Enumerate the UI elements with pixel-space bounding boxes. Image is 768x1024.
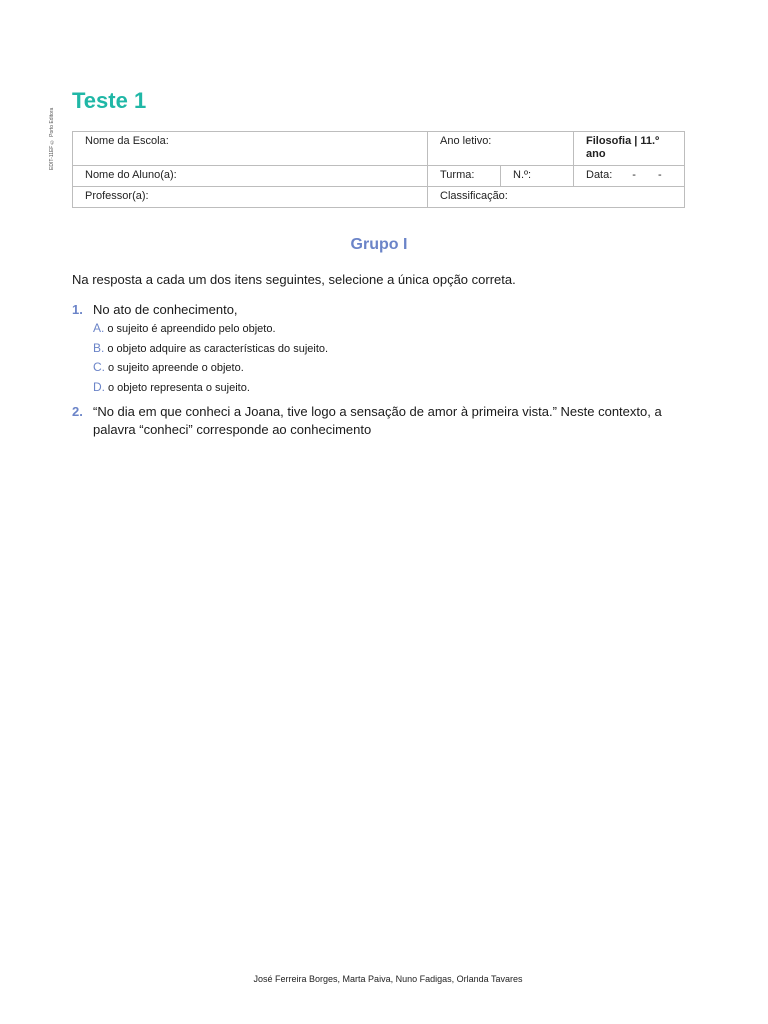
grade-cell[interactable]: Classificação: (428, 187, 685, 208)
question-1 (72, 301, 682, 397)
class-cell[interactable]: Turma: (428, 166, 501, 187)
question-text: No ato de conhecimento, (93, 302, 238, 317)
school-name-cell[interactable]: Nome da Escola: (73, 132, 428, 166)
date-separator: - (632, 169, 636, 181)
teacher-cell[interactable]: Professor(a): (73, 187, 428, 208)
option-letter: B. (93, 340, 105, 355)
student-name-cell[interactable]: Nome do Aluno(a): (73, 166, 428, 187)
page-title: Teste 1 (72, 88, 147, 113)
question-number: 1. (72, 302, 83, 317)
option-text: o objeto adquire as características do sujeito. (107, 342, 329, 355)
answer-options (93, 319, 682, 397)
answer-option-b[interactable] (93, 339, 682, 359)
question-number: 2. (72, 404, 83, 419)
option-text: o sujeito é apreendido pelo objeto. (107, 323, 276, 335)
option-text: o objeto representa o sujeito. (108, 381, 250, 394)
publisher-code: EDIT-11EF © Porto Editora (49, 107, 55, 170)
date-separator: - (657, 169, 662, 181)
answer-option-c[interactable] (93, 358, 682, 378)
option-letter: A. (93, 321, 105, 335)
option-letter: D. (93, 379, 105, 394)
date-cell[interactable] (574, 166, 685, 187)
table-row (73, 187, 685, 208)
group-title: Grupo I (350, 236, 408, 253)
school-year-cell[interactable]: Ano letivo: (428, 132, 574, 166)
student-number-cell[interactable]: N.º: (501, 166, 574, 187)
option-text: o sujeito apreende o objeto. (108, 362, 244, 374)
option-letter: C. (93, 360, 105, 374)
subject-cell: Filosofia | 11.º ano (574, 132, 685, 166)
instruction-text: Na resposta a cada um dos itens seguintes, selecione a única opção correta. (72, 272, 516, 287)
answer-option-d[interactable] (93, 378, 682, 398)
authors-footer: José Ferreira Borges, Marta Paiva, Nuno Fadigas, Orlanda Tavares (253, 974, 523, 984)
student-info-table (72, 131, 685, 208)
question-2 (72, 403, 682, 439)
table-row (73, 132, 685, 166)
table-row (73, 166, 685, 187)
question-text: “No dia em que conheci a Joana, tive logo a sensação de amor à primeira vista.” Neste contexto, a palavra “conheci” corresponde ao conhecimento (93, 404, 662, 437)
date-label: Data: (586, 169, 613, 181)
answer-option-a[interactable] (93, 319, 682, 339)
